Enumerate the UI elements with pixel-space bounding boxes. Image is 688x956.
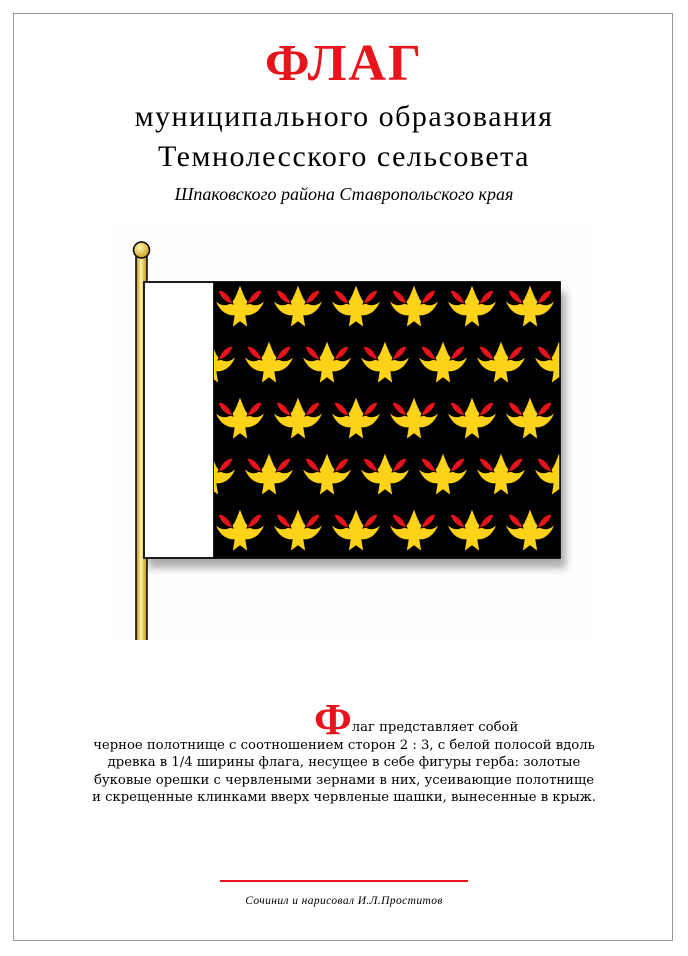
beech-nut-icon <box>533 564 585 608</box>
flag-description <box>60 695 628 807</box>
footer-rule <box>220 880 468 882</box>
description-line-1: черное полотнище с соотношением сторон 2 : 3, с белой полосой вдоль <box>93 737 595 753</box>
flag-graphic <box>110 220 590 640</box>
author-credit: Сочинил и нарисовал И.Л.Проститов <box>245 895 443 907</box>
description-line-4: и скрещенные клинками вверх червленые шашки, вынесенные в крыж. <box>92 790 596 805</box>
beech-nut-icon <box>301 564 353 608</box>
description-dropcap: Ф <box>314 695 352 744</box>
flag-illustration <box>110 220 590 640</box>
beech-nut-icon <box>185 564 237 608</box>
description-line-3: буковые орешки с червлеными зернами в них, усеивающие полотнище <box>93 772 595 788</box>
flag-white-stripe <box>144 282 214 558</box>
page-title: ФЛАГ <box>264 35 424 92</box>
beech-nut-icon <box>243 564 295 608</box>
beech-nut-icon <box>475 564 527 608</box>
region-caption: Шпаковского района Ставропольского края <box>174 184 514 204</box>
subtitle-line-2: Темнолесского сельсовета <box>158 140 530 173</box>
beech-nut-icon <box>417 564 469 608</box>
description-lead <box>314 695 628 744</box>
flagpole-finial <box>134 242 150 258</box>
subtitle-line-1: муниципального образования <box>134 100 554 133</box>
beech-nut-icon <box>359 564 411 608</box>
description-line-2: древка в 1/4 ширины флага, несущее в себе фигуры герба: золотые <box>107 755 581 770</box>
beech-nut-icon <box>562 284 590 328</box>
beech-nut-icon <box>562 508 590 552</box>
beech-nut-icon <box>562 396 590 440</box>
description-lead-text: лаг представляет собой <box>351 720 519 735</box>
